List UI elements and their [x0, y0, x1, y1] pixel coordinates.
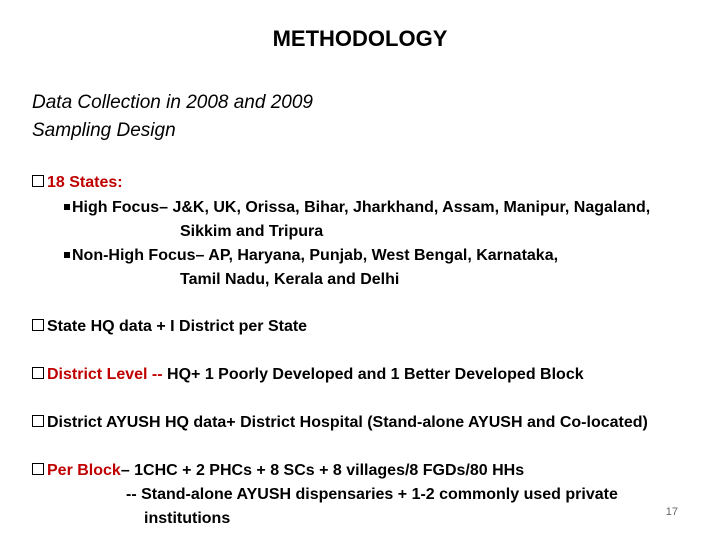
page-number: 17	[665, 506, 678, 518]
district-level-text: HQ+ 1 Poorly Developed and 1 Better Developed Block	[162, 366, 584, 383]
district-level-bullet	[32, 366, 584, 384]
checkbox-bullet-icon	[32, 415, 44, 427]
high-focus-line	[64, 199, 650, 217]
checkbox-bullet-icon	[32, 175, 44, 187]
subtitle-line-1: Data Collection in 2008 and 2009	[32, 92, 313, 113]
high-focus-list-1: J&K, UK, Orissa, Bihar, Jharkhand, Assam, Manipur, Nagaland,	[168, 199, 651, 216]
district-ayush-bullet	[32, 414, 648, 432]
state-hq-text: State HQ data + I District per State	[47, 318, 308, 335]
per-block-line-2: -- Stand-alone AYUSH dispensaries + 1-2 commonly used private	[126, 486, 618, 503]
checkbox-bullet-icon	[32, 367, 44, 379]
square-bullet-icon	[64, 252, 70, 258]
per-block-bullet	[32, 462, 524, 480]
states-bullet	[32, 174, 123, 192]
square-bullet-icon	[64, 204, 70, 210]
per-block-label: Per Block	[47, 462, 121, 479]
subtitle-line-2: Sampling Design	[32, 120, 176, 141]
non-high-focus-list-2: Tamil Nadu, Kerala and Delhi	[180, 271, 400, 288]
non-high-focus-label: Non-High Focus–	[72, 247, 205, 264]
checkbox-bullet-icon	[32, 463, 44, 475]
per-block-text: – 1CHC + 2 PHCs + 8 SCs + 8 villages/8 FGDs/80 HHs	[120, 462, 525, 479]
non-high-focus-list-1: AP, Haryana, Punjab, West Bengal, Karnataka,	[204, 247, 559, 264]
district-level-label: District Level --	[47, 366, 163, 383]
page-title: METHODOLOGY	[272, 26, 448, 51]
checkbox-bullet-icon	[32, 319, 44, 331]
per-block-line-3: institutions	[144, 510, 231, 527]
non-high-focus-line	[64, 247, 558, 265]
district-ayush-text: District AYUSH HQ data+ District Hospital (Stand-alone AYUSH and Co-located)	[47, 414, 648, 431]
states-label: 18 States:	[47, 174, 123, 191]
high-focus-label: High Focus–	[72, 199, 169, 216]
high-focus-list-2: Sikkim and Tripura	[180, 223, 324, 240]
state-hq-bullet	[32, 318, 307, 336]
